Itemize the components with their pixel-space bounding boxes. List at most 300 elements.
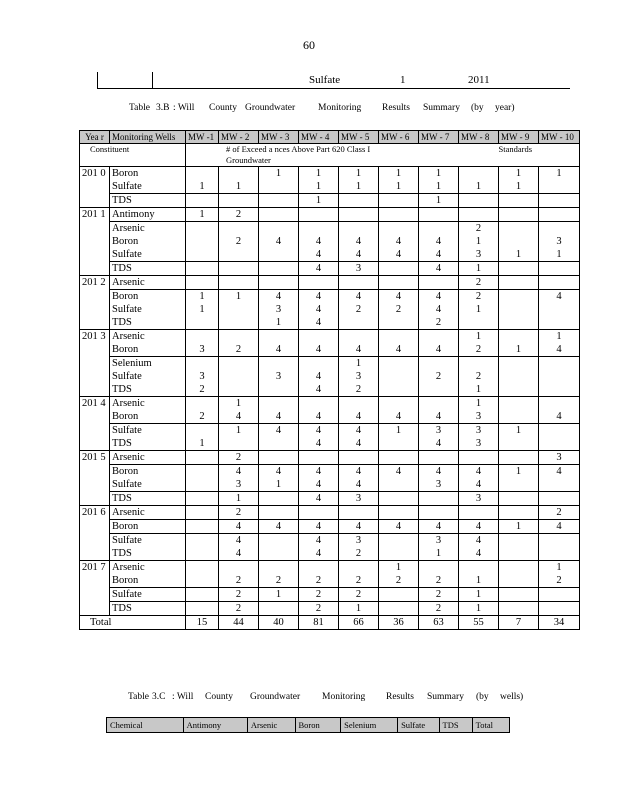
value-cell [419,588,459,602]
exceedance-count [188,316,216,329]
exceedance-count: 4 [556,411,562,422]
exceedance-count: 4 [315,249,322,260]
table-row [80,290,580,330]
exceedance-count: 3 [275,371,282,382]
exceedance-count: 4 [556,291,562,302]
exceedance-count: 4 [235,535,242,546]
exceedance-count: 1 [475,384,482,395]
exceedance-count: 4 [355,438,362,449]
value-cell [499,357,539,397]
value-cell [459,534,499,561]
value-cell [539,451,580,465]
exceedance-count [541,222,577,235]
exceedance-count [501,478,536,491]
value-cell [499,290,539,330]
exceedance-count: 1 [199,181,205,192]
value-cell [539,520,580,534]
value-cell [219,167,259,194]
exceedance-count: 2 [395,575,402,586]
exceedance-count: 4 [395,466,402,477]
value-cell [379,588,419,602]
constituent-cell [110,492,186,506]
value-cell [459,424,499,451]
constituent-name: Sulfate [112,304,142,315]
exceedance-count [221,437,256,450]
exceedance-count: 2 [435,589,442,600]
exceedance-count [541,478,577,491]
value-cell [219,561,259,588]
exceedance-count: 2 [435,575,442,586]
total-value: 55 [459,616,499,630]
exceedance-count: 1 [199,209,205,220]
constituent-name: TDS [112,317,132,328]
exceedance-count: 2 [435,317,442,328]
value-cell [379,276,419,290]
exceedance-count: 4 [355,291,362,302]
exceedance-count [221,262,256,275]
chemical-header: Sulfate [398,718,439,733]
value-cell [499,424,539,451]
exceedance-count [541,194,577,207]
value-cell [539,276,580,290]
exceedance-count [188,574,216,587]
value-cell [259,451,299,465]
value-cell [379,506,419,520]
value-cell [499,492,539,506]
exceedance-count: 4 [556,521,562,532]
constituent-cell [110,534,186,561]
exceedance-count: 4 [556,466,562,477]
constituent-name: Arsenic [112,507,145,518]
exceedance-count: 2 [355,304,362,315]
table-row [80,451,580,465]
exceedance-count: 4 [235,411,242,422]
constituent-name: Sulfate [112,589,142,600]
value-cell [419,262,459,276]
table-row [80,357,580,397]
value-cell [186,561,219,588]
value-cell [419,451,459,465]
exceedance-count [461,451,496,464]
value-cell [379,424,419,451]
exceedance-count [381,397,416,410]
exceedance-count [501,290,536,303]
value-cell [259,357,299,397]
exceedance-count [501,451,536,464]
exceedance-count [221,194,256,207]
value-cell [459,451,499,465]
exceedance-count: 4 [315,263,322,274]
value-cell [339,167,379,194]
value-cell [459,506,499,520]
exceedance-count [501,276,536,289]
table-row [80,588,580,602]
value-cell [339,451,379,465]
exceedance-count [188,602,216,615]
value-cell [219,520,259,534]
total-row [80,616,580,630]
exceedance-count: 2 [435,371,442,382]
exceedance-count: 3 [556,236,562,247]
exceedance-label: # of Exceed a nces Above Part 620 Class I Groundwater [186,144,419,167]
value-cell [186,167,219,194]
exceedance-count [188,357,216,370]
exceedance-count: 2 [475,371,482,382]
value-cell [339,208,379,222]
table-row [80,520,580,534]
value-cell [419,276,459,290]
exceedance-count [381,330,416,343]
value-cell [299,194,339,208]
value-cell [459,588,499,602]
exceedance-count: 2 [199,384,205,395]
value-cell [499,397,539,424]
exceedance-count [541,588,577,601]
exceedance-count: 4 [315,521,322,532]
value-cell [419,208,459,222]
exceedance-count [421,208,456,221]
value-cell [339,357,379,397]
table-row [80,506,580,520]
constituent-name: Sulfate [112,249,142,260]
caption-word: : Will [173,103,195,113]
year-cell: 201 0 [80,167,110,208]
exceedance-count [188,235,216,248]
exceedance-count: 2 [199,411,205,422]
caption-word: (by [476,692,489,702]
exceedance-count [421,357,456,370]
exceedance-count: 1 [355,168,362,179]
exceedance-count: 2 [235,603,242,614]
exceedance-count [501,194,536,207]
constituent-name: Arsenic [112,331,145,342]
value-cell [339,602,379,616]
value-cell [339,194,379,208]
exceedance-count: 1 [355,358,362,369]
value-cell [379,602,419,616]
value-cell [259,492,299,506]
exceedance-count: 2 [315,575,322,586]
exceedance-count [188,397,216,410]
exceedance-count: 2 [235,209,242,220]
exceedance-count [381,276,416,289]
exceedance-count [381,437,416,450]
value-cell [299,167,339,194]
value-cell [299,397,339,424]
value-cell [539,534,580,561]
exceedance-count [381,492,416,505]
exceedance-count [381,506,416,519]
exceedance-count [341,330,376,343]
exceedance-count [541,602,577,615]
value-cell [259,397,299,424]
value-cell [379,167,419,194]
exceedance-count: 1 [556,331,562,342]
constituent-cell [110,561,186,588]
value-cell [186,520,219,534]
caption-word: 3.C [152,692,166,702]
value-cell [459,262,499,276]
value-cell [499,194,539,208]
exceedance-count [501,561,536,574]
caption-word: : Will [172,692,194,702]
exceedance-count: 4 [435,236,442,247]
exceedance-count: 1 [435,548,442,559]
exceedance-count [188,248,216,261]
chemical-header: Boron [295,718,341,733]
value-cell [419,520,459,534]
value-cell [259,534,299,561]
value-cell [219,194,259,208]
well-header: MW -1 [186,131,219,144]
exceedance-count [341,397,376,410]
exceedance-count: 1 [275,317,282,328]
exceedance-count [188,330,216,343]
value-cell [419,194,459,208]
value-cell [459,357,499,397]
value-cell [379,290,419,330]
value-cell [379,534,419,561]
exceedance-count [221,357,256,370]
value-cell [299,357,339,397]
constituent-cell [110,330,186,357]
value-cell [219,330,259,357]
exceedance-count [461,506,496,519]
value-cell [539,262,580,276]
constituent-name: Sulfate [112,479,142,490]
table-row [80,561,580,588]
results-by-year-table [79,130,580,630]
exceedance-count: 4 [315,236,322,247]
value-cell [499,451,539,465]
exceedance-count [381,588,416,601]
value-cell [259,561,299,588]
exceedance-count [261,357,296,370]
exceedance-count: 1 [435,168,442,179]
exceedance-count: 4 [475,479,482,490]
value-cell [339,290,379,330]
chemical-header: Selenium [341,718,398,733]
exceedance-count: 3 [355,493,362,504]
value-cell [499,602,539,616]
value-cell [339,492,379,506]
exceedance-count [188,451,216,464]
exceedance-count [341,451,376,464]
exceedance-count: 4 [355,411,362,422]
exceedance-count [541,303,577,316]
year-header: Yea r [80,131,110,144]
value-cell [459,167,499,194]
constituent-name: Sulfate [112,535,142,546]
exceedance-count: 1 [435,195,442,206]
exceedance-count: 4 [315,304,322,315]
constituent-name: Sulfate [112,425,142,436]
exceedance-count [188,478,216,491]
value-cell [219,397,259,424]
value-cell [219,357,259,397]
exceedance-count [501,262,536,275]
constituent-name: Arsenic [112,562,145,573]
exceedance-count [501,357,536,370]
exceedance-count [541,262,577,275]
exceedance-count [381,451,416,464]
exceedance-count: 3 [435,425,442,436]
total-label: Total [80,616,186,630]
exceedance-count: 1 [275,479,282,490]
value-cell [459,397,499,424]
exceedance-count: 4 [395,521,402,532]
exceedance-count: 2 [355,575,362,586]
value-cell [459,520,499,534]
value-cell [339,588,379,602]
value-cell [499,520,539,534]
value-cell [186,602,219,616]
total-value: 40 [259,616,299,630]
exceedance-count [501,574,536,587]
exceedance-count [541,424,577,437]
exceedance-count: 3 [556,452,562,463]
exceedance-count: 4 [315,317,322,328]
exceedance-count [381,222,416,235]
constituent-cell [110,262,186,276]
exceedance-count [301,451,336,464]
value-cell [539,167,580,194]
value-cell [219,424,259,451]
total-value: 66 [339,616,379,630]
value-cell [339,534,379,561]
top-bar-label: Sulfate [309,74,341,86]
value-cell [186,290,219,330]
exceedance-count [501,547,536,560]
exceedance-count [221,370,256,383]
value-cell [219,222,259,262]
exceedance-count [421,330,456,343]
exceedance-count [501,492,536,505]
exceedance-count: 4 [275,425,282,436]
value-cell [459,602,499,616]
constituent-name: Boron [112,411,139,422]
value-cell [339,262,379,276]
value-cell [259,276,299,290]
value-cell [186,465,219,492]
exceedance-count [261,602,296,615]
constituent-cell [110,276,186,290]
exceedance-count [421,222,456,235]
total-value: 81 [299,616,339,630]
exceedance-count: 1 [515,181,522,192]
constituent-name: TDS [112,384,132,395]
exceedance-count [188,465,216,478]
exceedance-count [501,303,536,316]
exceedance-count: 4 [435,304,442,315]
exceedance-count [341,561,376,574]
exceedance-count: 4 [235,521,242,532]
exceedance-count [541,492,577,505]
constituent-cell [110,290,186,330]
value-cell [419,506,459,520]
value-cell [219,506,259,520]
caption-word: year) [495,103,515,113]
exceedance-count: 4 [315,425,322,436]
exceedance-count: 1 [515,168,522,179]
value-cell [499,262,539,276]
exceedance-count: 1 [475,589,482,600]
exceedance-count: 3 [475,411,482,422]
exceedance-count: 3 [275,304,282,315]
exceedance-count [221,330,256,343]
exceedance-count [381,370,416,383]
value-cell [299,534,339,561]
value-cell [299,208,339,222]
value-cell [259,465,299,492]
header-row [80,131,580,144]
exceedance-count: 1 [515,466,522,477]
exceedance-count [188,588,216,601]
exceedance-count: 2 [475,291,482,302]
constituent-name: Arsenic [112,223,145,234]
exceedance-count [301,397,336,410]
constituent-name: Boron [112,168,139,179]
exceedance-count [261,248,296,261]
value-cell [299,492,339,506]
exceedance-count: 1 [475,398,482,409]
top-bar-year: 2011 [468,74,490,86]
exceedance-count [261,208,296,221]
value-cell [259,330,299,357]
value-cell [339,561,379,588]
exceedance-count [261,276,296,289]
value-cell [459,290,499,330]
exceedance-count: 4 [235,466,242,477]
exceedance-count [541,534,577,547]
exceedance-count [501,370,536,383]
table-row [80,424,580,451]
top-header-bar [97,72,570,89]
value-cell [379,465,419,492]
wells-header: Monitoring Wells [110,131,186,144]
exceedance-count: 4 [435,263,442,274]
exceedance-count [541,180,577,193]
exceedance-count: 4 [275,411,282,422]
exceedance-count: 4 [475,521,482,532]
exceedance-count [221,303,256,316]
exceedance-count [541,437,577,450]
value-cell [259,194,299,208]
exceedance-count [261,437,296,450]
exceedance-count: 3 [475,249,482,260]
well-header: MW - 10 [539,131,580,144]
exceedance-count [461,208,496,221]
exceedance-count: 1 [515,344,522,355]
exceedance-count [461,167,496,180]
exceedance-count [188,534,216,547]
exceedance-count: 4 [395,249,402,260]
caption-word: Monitoring [322,692,366,702]
exceedance-count: 1 [475,304,482,315]
value-cell [539,222,580,262]
value-cell [299,520,339,534]
value-cell [339,397,379,424]
exceedance-count: 1 [475,181,482,192]
exceedance-count [381,547,416,560]
constituent-name: Arsenic [112,398,145,409]
caption-word: Monitoring [318,103,362,113]
exceedance-count: 2 [475,277,482,288]
exceedance-count: 2 [235,452,242,463]
exceedance-count: 4 [355,466,362,477]
caption-word: Summary [427,692,464,702]
value-cell [419,290,459,330]
